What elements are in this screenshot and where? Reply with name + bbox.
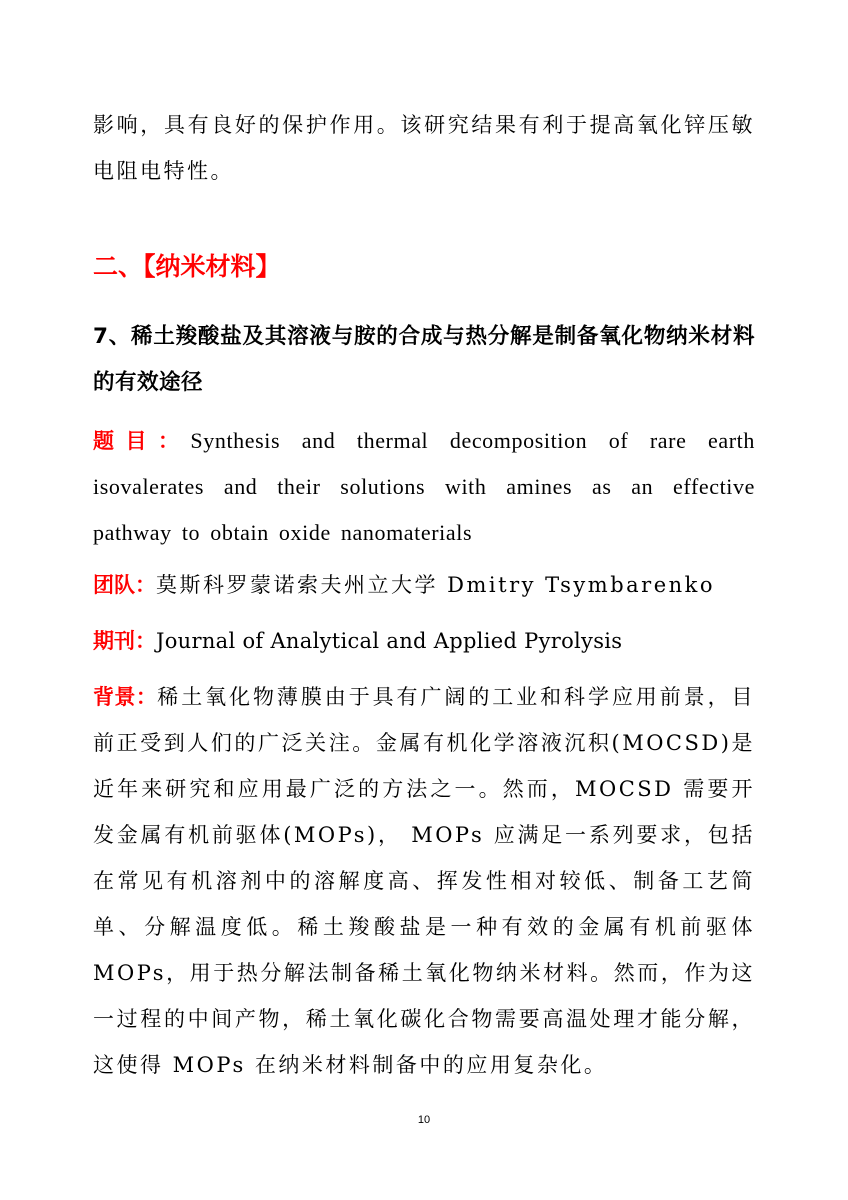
field-team [93,562,755,608]
team-value: 莫斯科罗蒙诺索夫州立大学 Dmitry Tsymbarenko [156,573,716,597]
journal-value: Journal of Analytical and Applied Pyrolysis [156,629,623,653]
intro-paragraph: 影响，具有良好的保护作用。该研究结果有利于提高氧化锌压敏电阻电特性。 [93,113,755,183]
journal-label: 期刊： [93,629,156,653]
team-label: 团队： [93,573,156,597]
background-value: 稀土氧化物薄膜由于具有广阔的工业和科学应用前景，目前正受到人们的广泛关注。金属有机化学溶液沉积(MOCSD)是近年来研究和应用最广泛的方法之一。然而，MOCSD 需要开发金属有机前驱体(MOPs)， MOPs 应满足一系列要求，包括在常见有机溶剂中的溶解度高、挥发性相对较低、制备工艺简单、分解温度低。稀土羧酸盐是一种有效的金属有机前驱体 MOPs，用于热分解法制备稀土氧化物纳米材料。然而，作为这一过程的中间产物，稀土氧化碳化合物需要高温处理才能分解，这使得 MOPs 在纳米材料制备中的应用复杂化。 [93,685,756,1077]
field-journal [93,618,755,664]
page-number: 10 [417,1114,431,1126]
field-background [93,674,755,1088]
title-label: 题目： [93,429,191,453]
article-heading: 7、稀土羧酸盐及其溶液与胺的合成与热分解是制备氧化物纳米材料的有效途径 [93,324,755,395]
background-label: 背景： [93,685,158,709]
field-title [93,418,755,556]
section-heading: 二、【纳米材料】 [93,252,281,281]
title-value: Synthesis and thermal decomposition of rare earth isovalerates and their solutions with amines as an effective pathway to obtain oxide nanomaterials [93,428,755,545]
